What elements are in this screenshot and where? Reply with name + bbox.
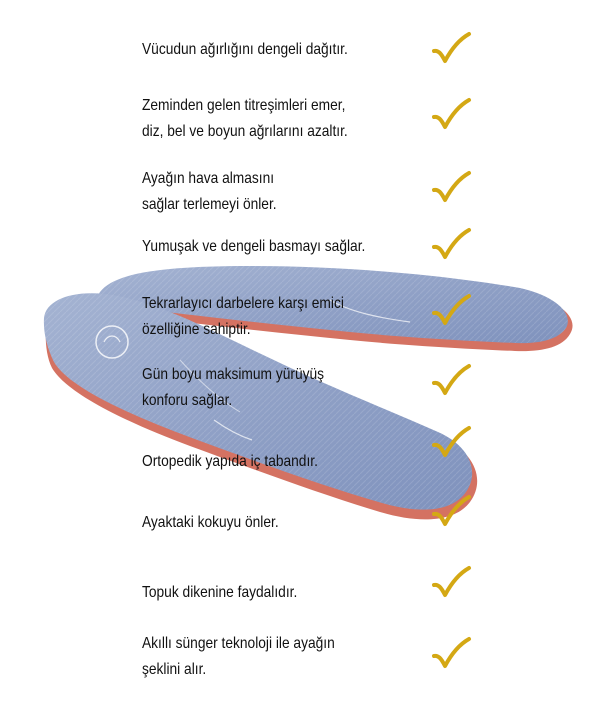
checkmark-icon <box>430 293 472 331</box>
benefit-text-5: Tekrarlayıcı darbelere karşı emici özelliğine sahiptir. <box>142 295 344 338</box>
benefit-text-9: Topuk dikenine faydalıdır. <box>142 584 298 601</box>
benefit-text-2: Zeminden gelen titreşimleri emer, diz, bel ve boyun ağrılarını azaltır. <box>142 97 348 140</box>
checkmark-icon <box>430 363 472 401</box>
checkmark-icon <box>430 425 472 463</box>
benefit-text-10: Akıllı sünger teknoloji ile ayağın şeklini alır. <box>142 635 335 678</box>
checkmark-icon <box>430 97 472 135</box>
benefit-text-7: Ortopedik yapıda iç tabandır. <box>142 453 318 470</box>
checkmark-icon <box>430 494 472 532</box>
benefit-text-6: Gün boyu maksimum yürüyüş konforu sağlar. <box>142 366 325 409</box>
benefit-text-1: Vücudun ağırlığını dengeli dağıtır. <box>142 41 348 58</box>
checkmark-icon <box>430 565 472 603</box>
benefit-text-8: Ayaktaki kokuyu önler. <box>142 514 279 531</box>
checkmark-icon <box>430 31 472 69</box>
benefit-text-3: Ayağın hava almasını sağlar terlemeyi önler. <box>142 170 277 213</box>
checkmark-icon <box>430 227 472 265</box>
checkmark-icon <box>430 170 472 208</box>
benefit-text-4: Yumuşak ve dengeli basmayı sağlar. <box>142 238 366 255</box>
checkmark-icon <box>430 636 472 674</box>
